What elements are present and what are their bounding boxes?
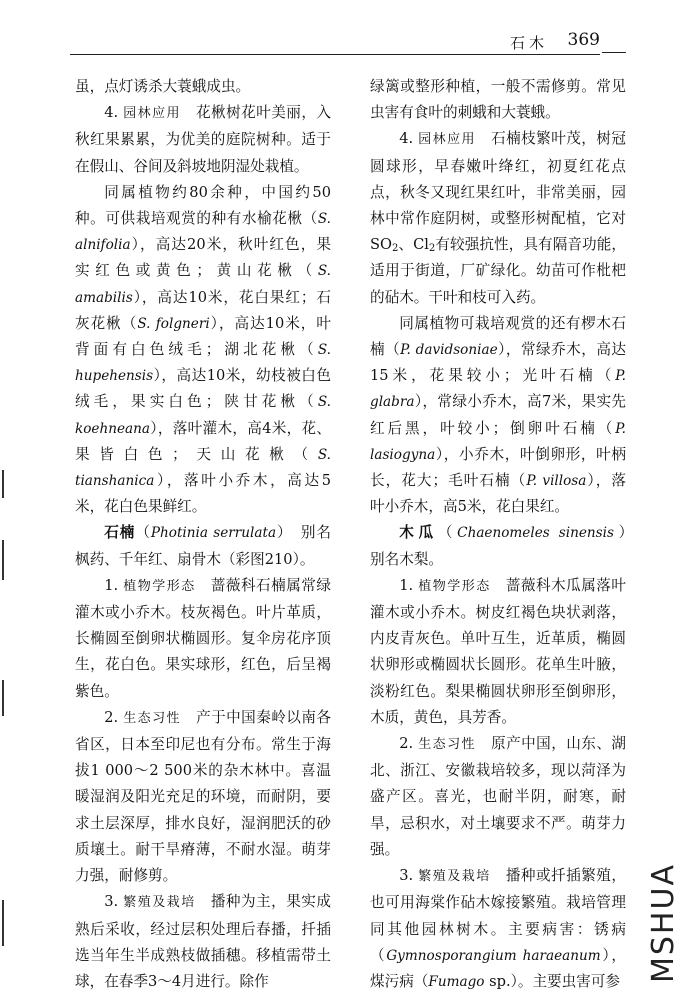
latin-name: S. koehneana [75,394,331,437]
paragraph-morphology: 1. 植物学形态 蔷薇科石楠属常绿灌木或小乔木。枝灰褐色。叶片革质，长椭圆至倒卵状椭圆形。复伞房花序顶生，花白色。果实球形，红色，后呈褐紫色。 [75,576,331,700]
paragraph-ecology: 2. 生态习性 产于中国秦岭以南各省区，日本至印尼也有分布。常生于海拔1 000～2 500米的杂木林中。喜温暖湿润及阳光充足的环境，而耐阴，要求土层深厚，排水良好，湿润肥沃的砂质壤土。耐干旱瘠薄，不耐水湿。萌芽力强，耐修剪。 [75,708,331,885]
section-heading: 植物学形态 [123,578,196,594]
latin-name: S. amabilis [75,263,331,306]
paragraph-related-species: 同属植物可栽培观赏的还有椤木石楠（P. davidsoniae），常绿乔木，高达15米，花果较小；光叶石楠（P. glabra），常绿小乔木，高7米，果实先红后黑，叶较小；倒卵叶石楠（P. lasiogyna），小乔木，叶倒卵形，叶柄长，花大；毛叶石楠（P. villosa），落叶小乔木，高5米，花白果红。 [370,314,626,516]
paragraph: 绿篱或整形种植，一般不需修剪。常见虫害有食叶的刺蛾和大蓑蛾。 [370,78,626,122]
page-number: 369 [567,30,600,50]
section-heading: 园林应用 [418,132,477,148]
latin-name: S. alnifolia [75,211,331,254]
right-column [370,74,641,995]
latin-name: P. villosa [526,473,587,490]
latin-name: Photinia serrulata [150,525,277,542]
binding-mark [2,470,4,498]
section-heading: 园林应用 [123,106,182,122]
section-heading: 繁殖及栽培 [418,869,491,885]
running-header [70,28,600,55]
latin-name: Gymnosporangium haraeanum [386,947,601,964]
plant-name: 木瓜 [399,524,438,542]
paragraph-morphology: 1. 植物学形态 蔷薇科木瓜属落叶灌木或小乔木。树皮红褐色块状剥落，内皮青灰色。单叶互生，近革质，椭圆状卵形或椭圆状长圆形。花单生叶腋，淡粉红色。梨果椭圆状卵形至倒卵形，木质，黄色，具芳香。 [370,576,626,726]
paragraph-garden-use: 4. 园林应用 花楸树花叶美丽，入秋红果累累，为优美的庭院树种。适于在假山、谷间及斜坡地阴湿处栽植。 [75,104,331,175]
binding-mark [2,540,4,580]
latin-name: P. davidsoniae [400,342,498,359]
latin-name: P. glabra [370,368,626,411]
header-title: 石木 [509,34,548,52]
paragraph: 虽，点灯诱杀大蓑蛾成虫。 [75,78,251,95]
section-heading: 生态习性 [418,737,477,753]
latin-name: S. tianshanica [75,446,331,490]
paragraph-propagation: 3. 繁殖及栽培 播种或扦插繁殖，也可用海棠作砧木嫁接繁殖。栽培管理同其他园林树木。主要病害：锈病（Gymnosporangium haraeanum），煤污病（Fumago sp.）。主要虫害可参 [370,867,626,990]
paragraph-garden-use: 4. 园林应用 石楠枝繁叶茂，树冠圆球形，早春嫩叶绛红，初夏红花点点，秋冬又现红果红叶，非常美丽，园林中常作庭阴树，或整形树配植，它对$SO_2$、$Cl_2$有较强抗性，具有隔音功能，适用于街道，厂矿绿化。幼苗可作枇杷的砧木。干叶和枝可入药。 [370,130,626,306]
section-heading: 繁殖及栽培 [123,895,196,911]
entry-title-chaenomeles: 木瓜（Chaenomeles sinensis） 别名木梨。 [370,524,641,568]
section-heading: 植物学形态 [418,578,491,594]
latin-name: Fumago [428,973,485,990]
watermark: MSHUA [646,863,681,983]
header-rule-tail [602,52,626,53]
latin-name: Chaenomeles sinensis [457,525,614,542]
paragraph-related-species: 同属植物约80余种，中国约50种。可供栽培观赏的种有水榆花楸（S. alnifolia），高达20米，秋叶红色，果实红色或黄色；黄山花楸（S. amabilis），高达10米，花白果红；石灰花楸（S. folgneri），高达10米，叶背面有白色绒毛；湖北花楸（S. hupehensis），高达10米，幼枝被白色绒毛，果实白色；陕甘花楸（S. koehneana），落叶灌木，高4米，花、果皆白色；天山花楸（S. tianshanica），落叶小乔木，高达5米，花白色果鲜红。 [75,183,331,516]
paragraph-ecology: 2. 生态习性 原产中国，山东、湖北、浙江、安徽栽培较多，现以菏泽为盛产区。喜光，也耐半阴，耐寒，耐旱，忌积水，对土壤要求不严。萌芽力强。 [370,735,626,858]
binding-mark [2,680,4,716]
latin-name: S. folgneri [137,315,210,332]
paragraph-propagation: 3. 繁殖及栽培 播种为主，果实成熟后采收，经过层积处理后春播，扦插选当年生半成熟枝做插穗。移植需带土球，在春季3～4月进行。除作 [75,893,331,990]
section-heading: 生态习性 [123,710,182,726]
plant-name: 石楠 [104,524,136,542]
latin-name: S. hupehensis [75,342,331,385]
latin-name: P. lasiogyna [370,420,626,463]
entry-title-photinia: 石楠（Photinia serrulata） 别名枫药、千年红、扇骨木（彩图210）。 [75,524,331,568]
left-column [75,74,331,995]
binding-mark [2,900,4,946]
